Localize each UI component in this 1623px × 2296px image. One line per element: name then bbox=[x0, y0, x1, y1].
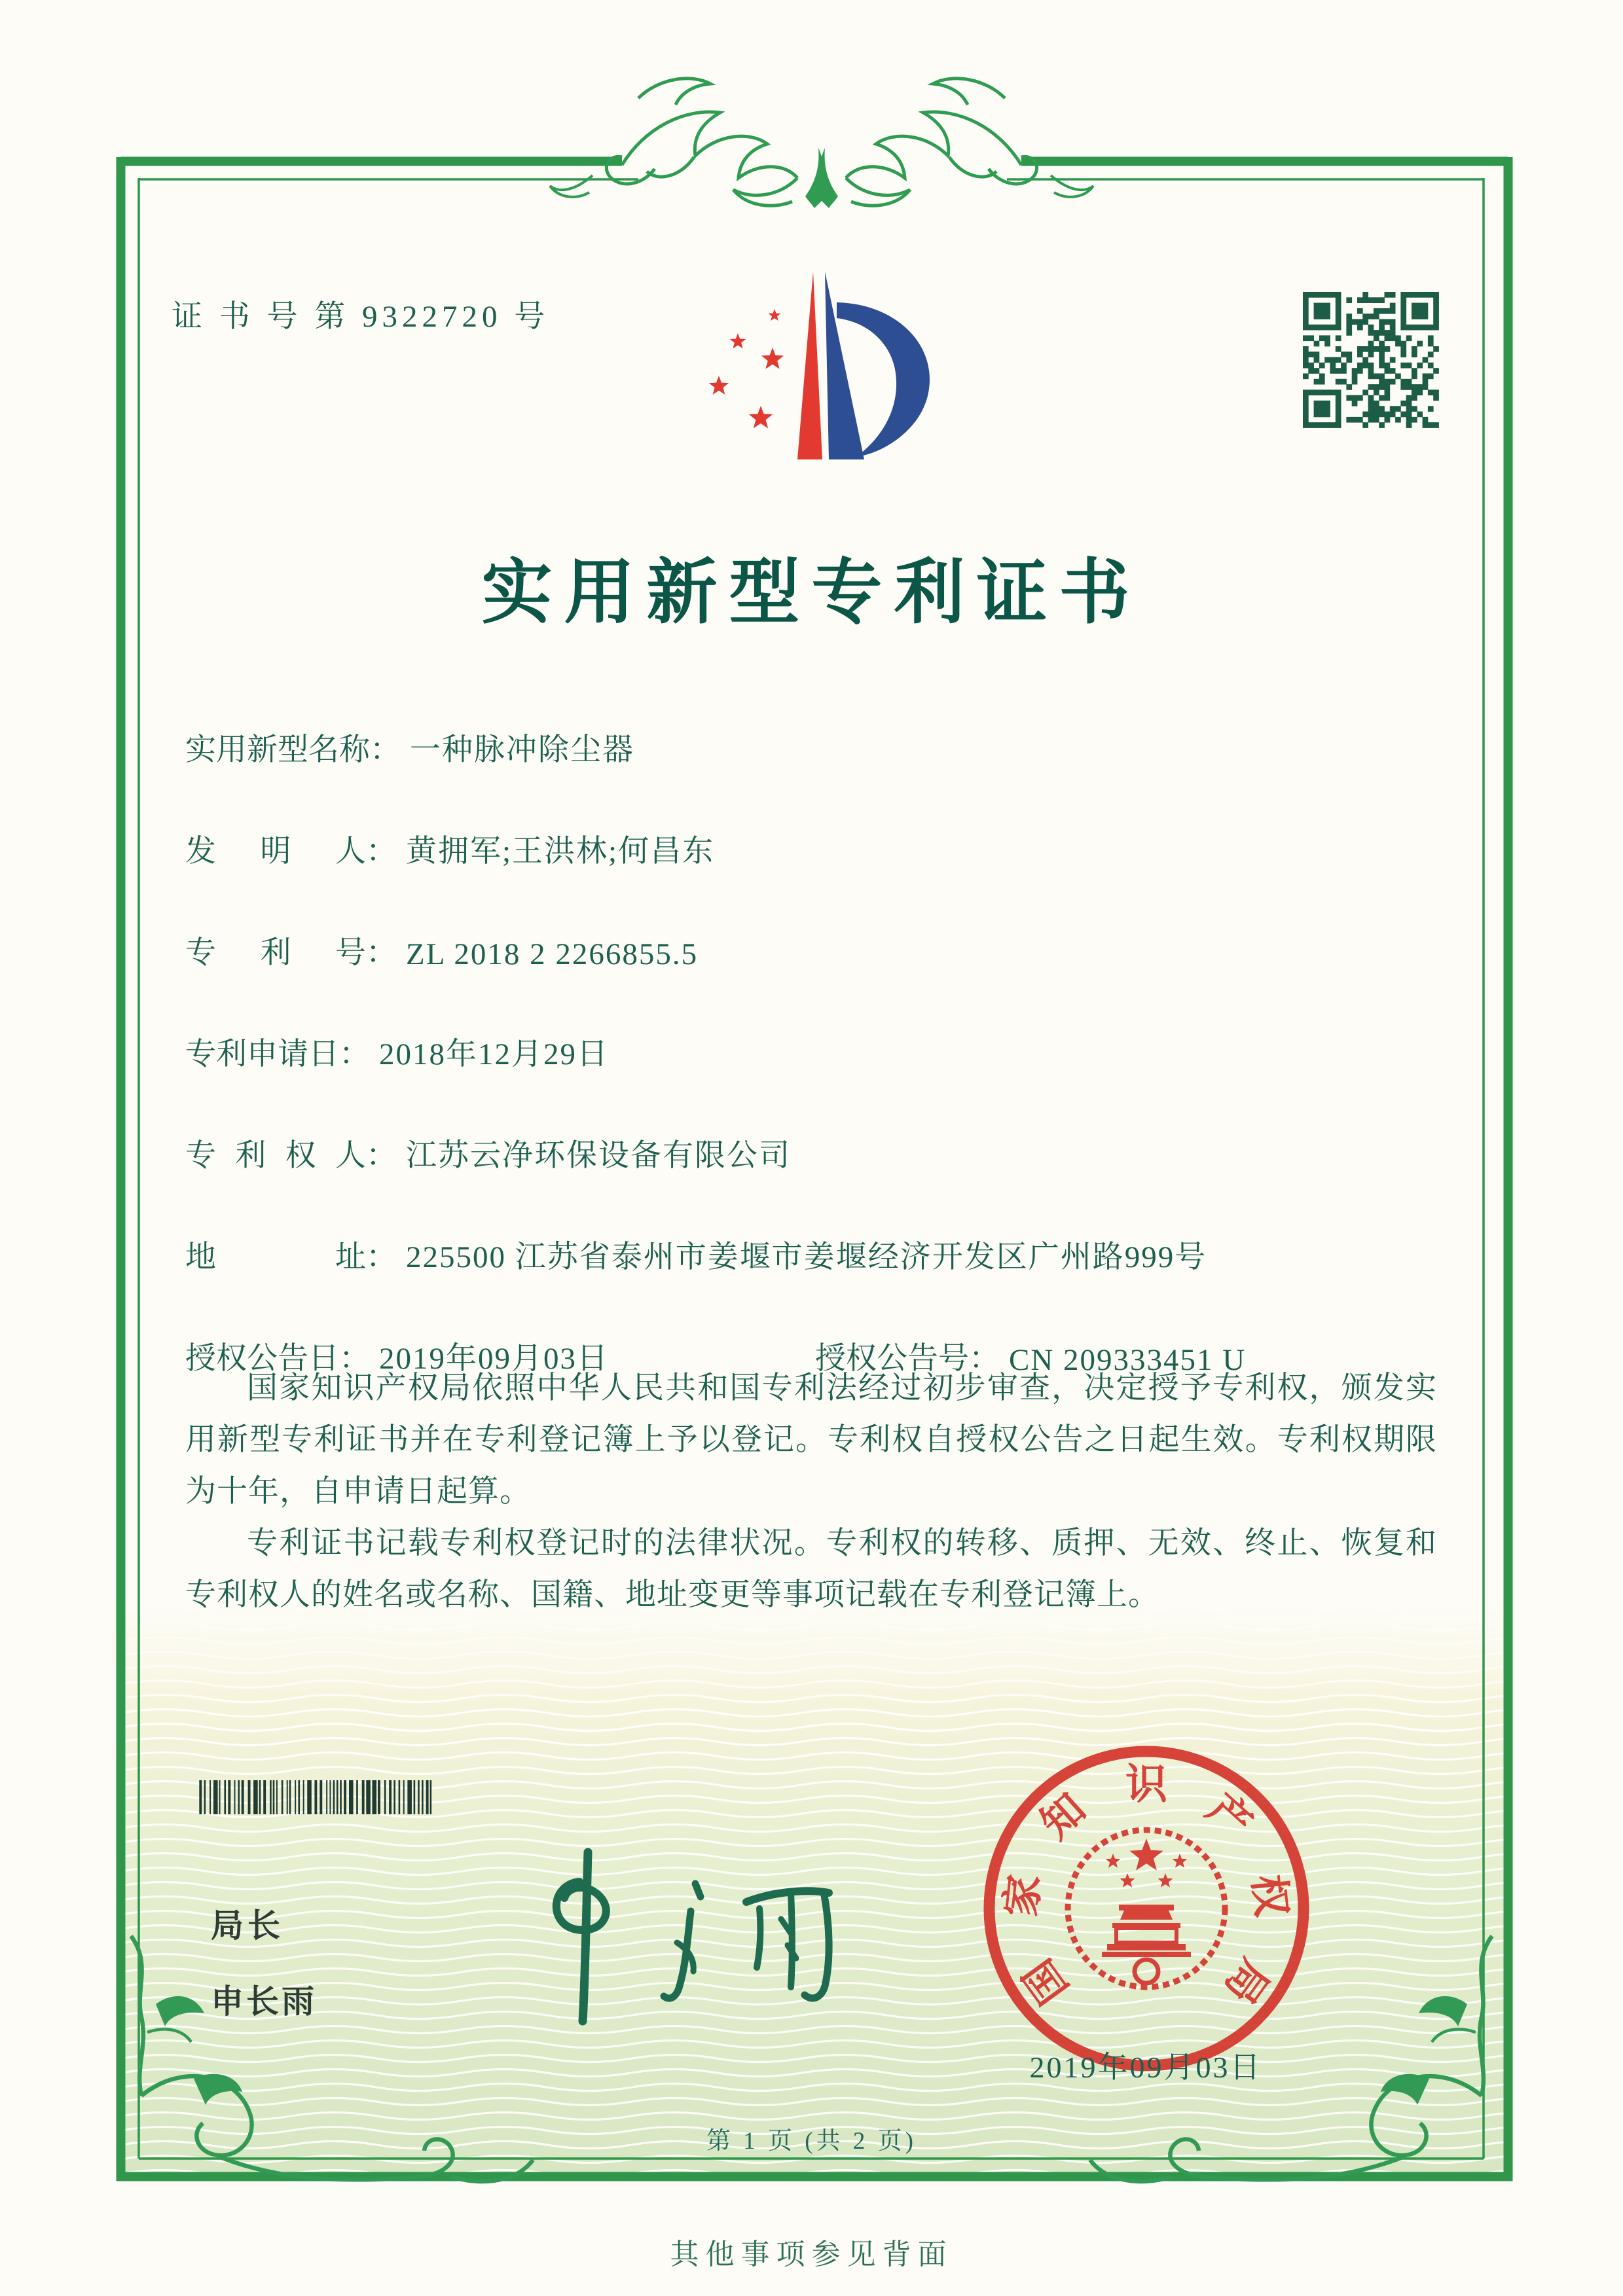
svg-text:家: 家 bbox=[997, 1872, 1049, 1919]
seal-date: 2019年09月03日 bbox=[1029, 2051, 1262, 2084]
field-value: 2018年12月29日 bbox=[379, 1037, 609, 1071]
field-value: CN 209333451 U bbox=[1009, 1343, 1247, 1377]
field-label: 发 明 人 bbox=[185, 834, 366, 869]
barcode bbox=[198, 1780, 439, 1814]
svg-text:知: 知 bbox=[1032, 1785, 1095, 1848]
field-value: ZL 2018 2 2266855.5 bbox=[406, 937, 699, 971]
qr-code bbox=[1298, 287, 1444, 433]
field-row-inventor: 发 明 人 ： 黄拥军;王洪林;何昌东 bbox=[185, 827, 1449, 872]
officer-block bbox=[211, 1899, 317, 2022]
field-label: 专利申请日 bbox=[185, 1037, 339, 1071]
top-ornament bbox=[550, 79, 1093, 208]
field-label: 实用新型名称 bbox=[185, 733, 370, 767]
legal-paragraph-2: 专利证书记载专利权登记时的法律状况。专利权的转移、质押、无效、终止、恢复和专利权人的姓名或名称、国籍、地址变更等事项记载在专利登记簿上。 bbox=[185, 1526, 1437, 1612]
officer-title: 局长 bbox=[211, 1907, 284, 1944]
certificate-number: 证 书 号 第 9322720 号 bbox=[172, 300, 550, 334]
legal-text bbox=[185, 1363, 1437, 1621]
field-label: 专 利 号 bbox=[185, 936, 366, 970]
svg-text:国: 国 bbox=[1015, 1950, 1078, 2013]
officer-name: 申长雨 bbox=[211, 1983, 317, 2020]
field-value: 2019年09月03日 bbox=[379, 1342, 609, 1376]
back-side-note: 其他事项参见背面 bbox=[670, 2238, 953, 2270]
field-row-grant: 授权公告日： 2019年09月03日 授权公告号： CN 209333451 U bbox=[185, 1334, 1449, 1380]
field-value: 江苏云净环保设备有限公司 bbox=[406, 1139, 791, 1173]
field-row-patent-no: 专 利 号 ： ZL 2018 2 2266855.5 bbox=[185, 928, 1449, 974]
page-number: 第 1 页 (共 2 页) bbox=[706, 2128, 917, 2155]
field-grant-number: 授权公告号： CN 209333451 U bbox=[815, 1334, 1246, 1378]
svg-text:产: 产 bbox=[1198, 1785, 1261, 1848]
field-label: 专 利 权 人 bbox=[185, 1139, 366, 1173]
cnipa-logo-icon bbox=[668, 262, 943, 471]
svg-text:局: 局 bbox=[1215, 1950, 1278, 2013]
field-row-filing-date: 专利申请日： 2018年12月29日 bbox=[185, 1030, 1449, 1075]
national-emblem bbox=[1068, 1830, 1225, 1987]
field-value: 225500 江苏省泰州市姜堰市姜堰经济开发区广州路999号 bbox=[406, 1240, 1207, 1274]
field-label: 地 址 bbox=[185, 1240, 366, 1274]
field-value: 一种脉冲除尘器 bbox=[410, 733, 634, 767]
certificate-title: 实用新型专利证书 bbox=[481, 554, 1142, 632]
field-label: 授权公告号 bbox=[815, 1342, 969, 1376]
svg-text:识: 识 bbox=[1125, 1761, 1167, 1808]
field-value: 黄拥军;王洪林;何昌东 bbox=[406, 834, 715, 869]
signature bbox=[530, 1846, 845, 2042]
legal-paragraph-1: 国家知识产权局依照中华人民共和国专利法经过初步审查，决定授予专利权，颁发实用新型专利证书并在专利登记簿上予以登记。专利权自授权公告之日起生效。专利权期限为十年，自申请日起算。 bbox=[185, 1371, 1437, 1509]
official-seal bbox=[979, 1741, 1314, 2076]
field-row-patentee: 专 利 权 人 ： 江苏云净环保设备有限公司 bbox=[185, 1131, 1449, 1177]
field-label: 授权公告日 bbox=[185, 1342, 339, 1376]
field-row-name: 实用新型名称： 一种脉冲除尘器 bbox=[185, 725, 1449, 771]
svg-text:权: 权 bbox=[1244, 1872, 1296, 1919]
field-row-address: 地 址 ： 225500 江苏省泰州市姜堰市姜堰经济开发区广州路999号 bbox=[185, 1232, 1449, 1278]
